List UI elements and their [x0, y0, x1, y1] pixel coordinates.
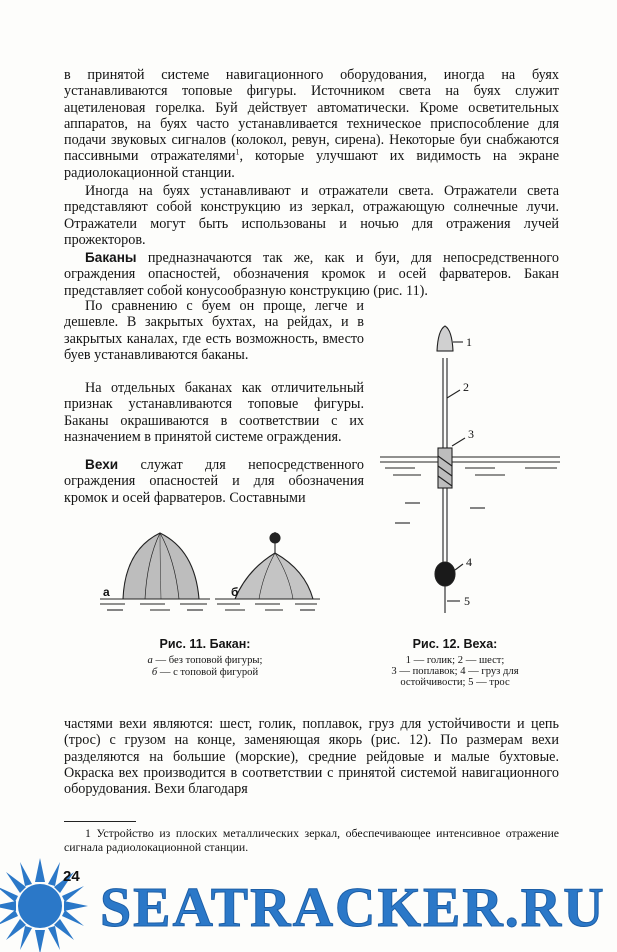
- paragraph-vekhi: Вехи служат для непосредственного ограждения опасностей и для обозначения кромок и осей фарватеров. Составными: [64, 457, 364, 506]
- callout-1: 1: [466, 335, 472, 349]
- figure-12-caption-line3: остойчивости; 5 — трос: [400, 677, 510, 688]
- figure-12-caption-line1: 1 — голик; 2 — шест;: [405, 655, 505, 666]
- paragraph-light-reflectors: Иногда на буях устанавливают и отражатели света. Отражатели света представляют собой конструкцию из зеркал, отражающую солнечные лучи. Отражатели могут быть использованы и ночью для отражения лучей прожекторов.: [64, 183, 559, 248]
- page-number: 24: [63, 868, 80, 885]
- label-b: б: [231, 585, 239, 599]
- callout-3: 3: [468, 427, 474, 441]
- figure-12-caption-line2: 3 — поплавок; 4 — груз для: [391, 666, 519, 677]
- paragraph-vekhi-parts: частями вехи являются: шест, голик, поплавок, груз для устойчивости и цепь (трос) с грузом на конце, заменяющая якорь (рис. 12). По размерам вехи разделяются на большие (морские), средние рейдовые и малые бухтовые. Окраска вех производится в соответствии с принятой системой навигационного оборудования. Вехи благодаря: [64, 716, 559, 798]
- footnote: 1 Устройство из плоских металлических зеркал, обеспечивающее интенсивное отражение сигнала радиолокационной станции.: [64, 826, 559, 854]
- figure-11-caption-a: а — без топовой фигуры;: [147, 655, 263, 666]
- callout-5: 5: [464, 594, 470, 608]
- callout-4: 4: [466, 555, 472, 569]
- paragraph-bakan-comparison: По сравнению с буем он проще, легче и дешевле. В закрытых бухтах, на рейдах, и в закрытых каналах, где есть возможность, вместо буев устанавливаются баканы.: [64, 298, 364, 363]
- label-a: а: [103, 585, 110, 599]
- footnote-ref[interactable]: 1: [235, 147, 240, 157]
- callout-2: 2: [463, 380, 469, 394]
- figure-11-caption-b: б — с топовой фигурой: [151, 667, 259, 678]
- figure-12-title: Рис. 12. Веха:: [412, 637, 498, 651]
- footnote-divider: [64, 821, 136, 822]
- figure-11-bakan-illustration: [95, 520, 325, 620]
- paragraph-bakan-top-figures: На отдельных баканах как отличительный признак устанавливаются топовые фигуры. Баканы окрашиваются в соответствии с их назначением в принятой системе ограждения.: [64, 380, 364, 445]
- figure-11-title: Рис. 11. Бакан:: [159, 637, 251, 651]
- paragraph-bakans: Баканы предназначаются так же, как и буи, для непосредственного ограждения опасностей, обозначения кромок и осей фарватеров. Бакан представляет собой конусообразную конструкцию (рис. 11).: [64, 250, 559, 299]
- paragraph-buoy-equipment: в принятой системе навигационного оборудования, иногда на буях устанавливаются топовые фигуры. Источником света на буях служит ацетиленовая горелка. Буй действует автоматически. Кроме осветительных аппаратов, на буях часто устанавливается техническое приспособление для подачи звуковых сигналов (колокол, ревун, сирена). Некоторые буи снабжаются пассивными отражателями$^1$, которые улучшают их видимость на экране радиолокационной станции.: [64, 67, 559, 181]
- term-bakany: Баканы: [85, 250, 137, 265]
- figure-12-vekha-illustration: [375, 318, 565, 618]
- watermark-seatracker: SEATRACKER.RU: [100, 877, 606, 939]
- term-vekhi: Вехи: [85, 457, 119, 472]
- sun-logo-icon: [0, 856, 96, 952]
